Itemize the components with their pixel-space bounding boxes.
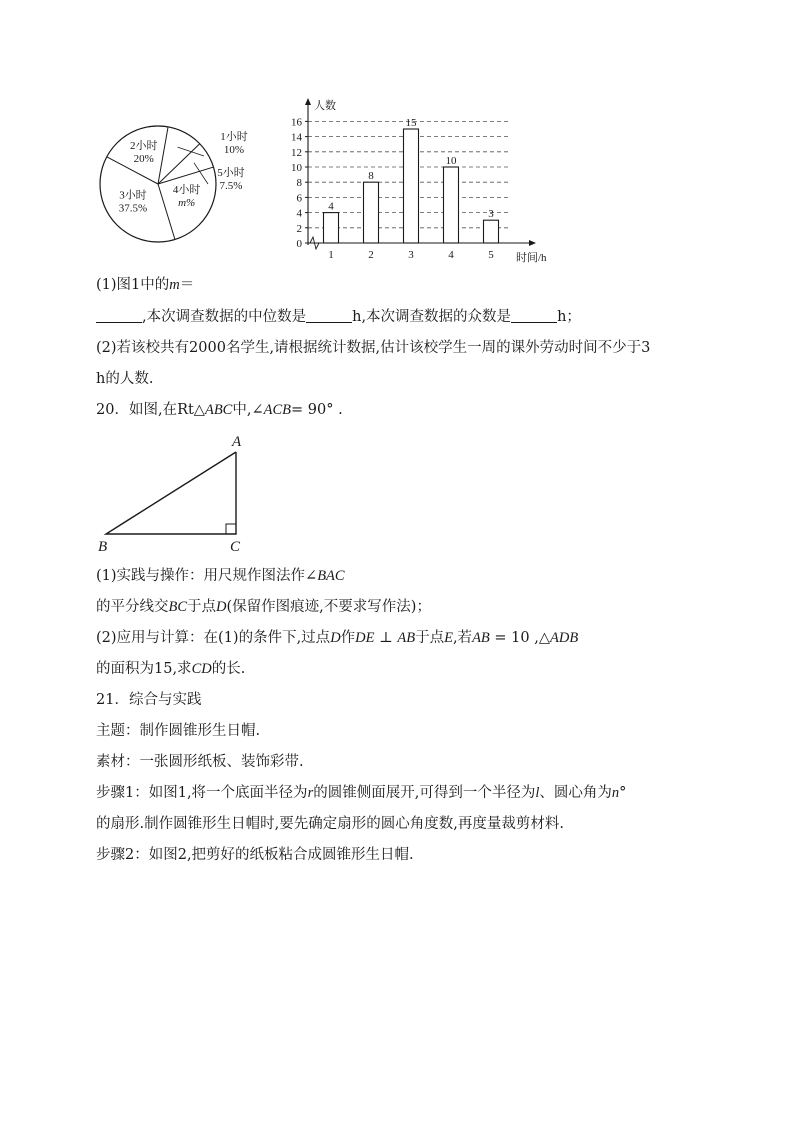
- x-tick-label: 2: [368, 249, 374, 261]
- y-tick-label: 6: [296, 192, 302, 205]
- q21-step2: 步骤2：如图2,把剪好的纸板粘合成圆锥形生日帽.: [96, 847, 414, 863]
- pie-slice-value: m%: [178, 197, 196, 210]
- bar-value-label: 4: [328, 200, 334, 213]
- right-angle-mark: [226, 524, 236, 534]
- y-tick-label: 8: [296, 177, 302, 190]
- pie-slice-value: 10%: [223, 144, 245, 156]
- pie-slice-label: 1小时: [220, 131, 248, 143]
- q19-part1-line2: ,本次调查数据的中位数是 h,本次调查数据的众数是 h；: [96, 307, 581, 327]
- q20-part1-line1: (1)实践与操作：用尺规作图法作∠BAC: [96, 568, 345, 584]
- x-tick-label: 4: [448, 249, 454, 261]
- q19-part1-line1: (1)图1中的m＝: [96, 277, 195, 293]
- x-axis-label: 时间/h: [516, 252, 547, 264]
- x-axis-arrow: [529, 240, 536, 246]
- answer-blank-m[interactable]: [96, 307, 142, 323]
- bar: [364, 182, 379, 243]
- pie-slice-label: 5小时: [217, 167, 245, 179]
- y-tick-label: 2: [296, 222, 302, 235]
- bar-value-label: 8: [368, 170, 374, 183]
- pie-slice-value: 20%: [133, 152, 154, 165]
- bar-chart: [284, 95, 564, 265]
- pie-slice-value: 7.5%: [219, 180, 243, 192]
- y-tick-label: 12: [291, 146, 302, 159]
- y-tick-label: 14: [291, 131, 302, 144]
- q21-step1-line1: 步骤1：如图1,将一个底面半径为r的圆锥侧面展开,可得到一个半径为l、圆心角为n°: [96, 785, 627, 801]
- q20-part2-line1: (2)应用与计算：在(1)的条件下,过点D作DE ⊥ AB于点E,若AB = 10 ,△ADB: [96, 630, 579, 646]
- x-tick-label: 3: [408, 249, 414, 261]
- y-tick-label: 4: [296, 207, 302, 220]
- bar: [404, 129, 419, 243]
- y-axis-label: 人数: [314, 100, 336, 112]
- triangle-figure: [92, 430, 262, 558]
- pie-chart: [92, 120, 260, 248]
- x-tick-label: 1: [328, 249, 334, 261]
- y-tick-label: 16: [291, 116, 302, 129]
- q21-topic: 主题：制作圆锥形生日帽.: [96, 723, 261, 739]
- q21-title: 21．综合与实践: [96, 692, 202, 708]
- bar: [484, 220, 499, 243]
- bar: [324, 213, 339, 243]
- vertex-label-b: B: [98, 539, 108, 555]
- q19-part2-line1: (2)若该校共有2000名学生,请根据统计数据,估计该校学生一周的课外劳动时间不少于3: [96, 340, 651, 356]
- answer-blank-mode[interactable]: [511, 307, 557, 323]
- y-axis-arrow: [305, 98, 311, 105]
- q19-part2-line2: h的人数.: [96, 371, 154, 387]
- pie-slice-label: 4小时: [172, 184, 201, 197]
- bar-value-label: 10: [445, 155, 457, 167]
- y-tick-label: 10: [291, 162, 302, 174]
- q20-part2-line2: 的面积为15,求CD的长.: [96, 661, 246, 677]
- q21-material: 素材：一张圆形纸板、装饰彩带.: [96, 754, 304, 770]
- y-tick-label: 0: [296, 238, 302, 250]
- q20-title: 20．如图,在Rt△ABC中,∠ACB= 90° .: [96, 402, 343, 418]
- vertex-label-a: A: [232, 434, 242, 450]
- bar-value-label: 3: [488, 208, 494, 221]
- pie-slice-label: 2小时: [130, 139, 158, 152]
- bar-value-label: 15: [405, 117, 417, 129]
- pie-slice-value: 37.5%: [118, 202, 148, 215]
- pie-leader-line: [194, 163, 208, 184]
- q21-step1-line2: 的扇形.制作圆锥形生日帽时,要先确定扇形的圆心角度数,再度量裁剪材料.: [96, 816, 564, 832]
- pie-slice-label: 3小时: [119, 189, 147, 202]
- bar: [444, 167, 459, 243]
- triangle-abc: [106, 452, 236, 534]
- q20-part1-line2: 的平分线交BC于点D(保留作图痕迹,不要求写作法)；: [96, 599, 431, 615]
- answer-blank-median[interactable]: [306, 307, 352, 323]
- pie-leader-line: [178, 147, 204, 156]
- vertex-label-c: C: [230, 539, 241, 555]
- x-tick-label: 5: [488, 249, 494, 261]
